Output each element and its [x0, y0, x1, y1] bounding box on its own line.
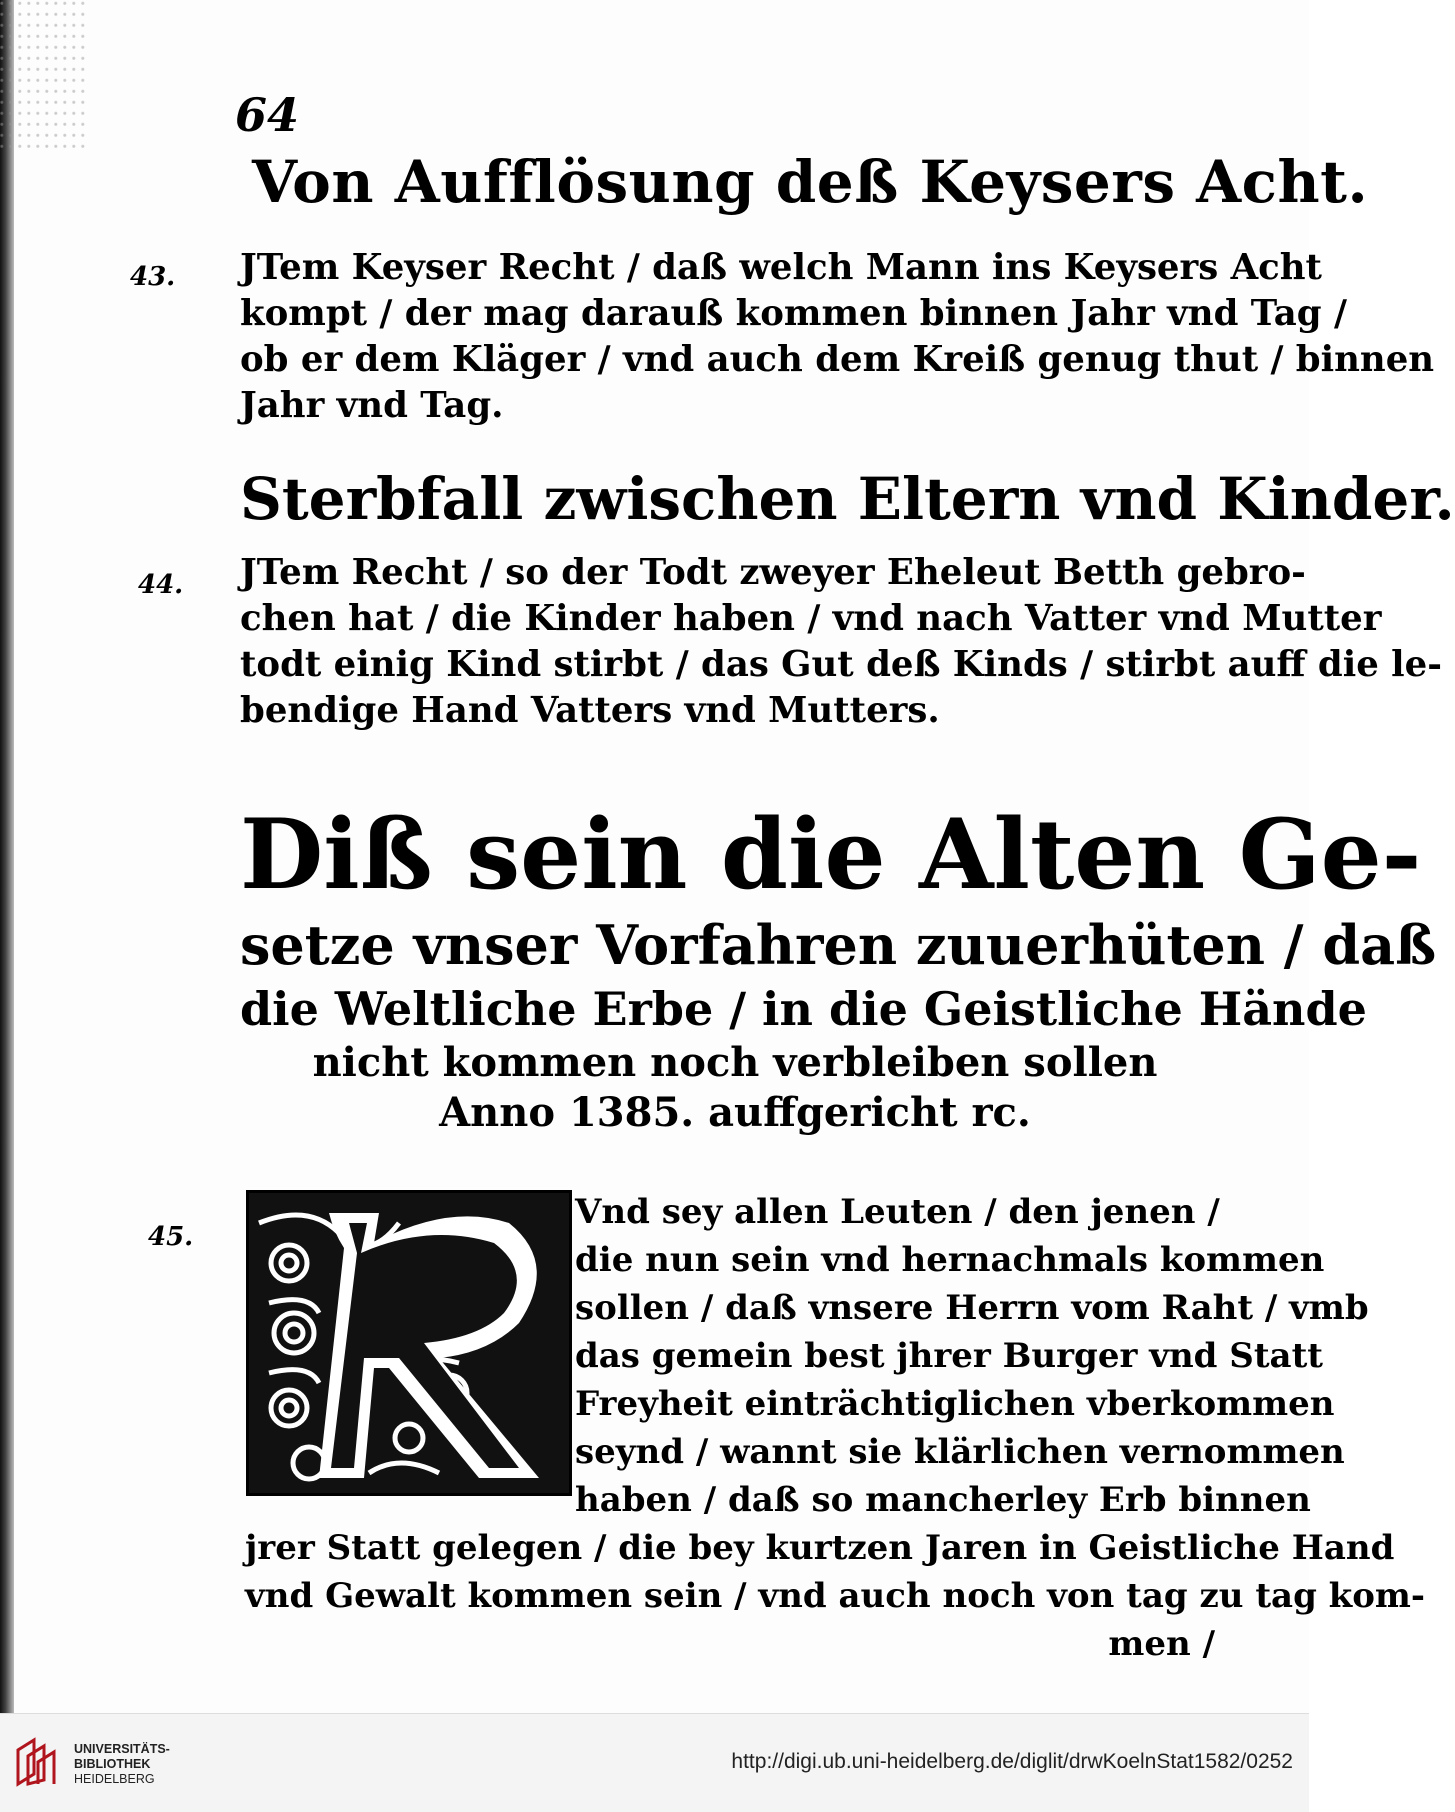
text-line: die nun sein vnd hernachmals kommen [575, 1240, 1325, 1280]
ornamental-initial-r [246, 1190, 572, 1496]
text-line: ob er dem Kläger / vnd auch dem Kreiß genug thut / binnen [240, 339, 1435, 380]
big-title-line-1: Diß sein die Alten Ge- [240, 798, 1422, 911]
footer-bar [0, 1713, 1309, 1812]
permalink-url[interactable]: http://digi.ub.uni-heidelberg.de/diglit/drwKoelnStat1582/0252 [731, 1750, 1293, 1773]
text-line: vnd Gewalt kommen sein / vnd auch noch von tag zu tag kom- [245, 1576, 1426, 1616]
text-line: seynd / wannt sie klärlichen vernommen [575, 1432, 1345, 1472]
text-line: todt einig Kind stirbt / das Gut deß Kinds / stirbt auff die le- [240, 644, 1442, 685]
section-number-44: 44. [138, 570, 184, 600]
big-title-line-4: nicht kommen noch verbleiben sollen [312, 1039, 1158, 1086]
book-gutter-shadow [0, 0, 14, 1713]
big-title-block [240, 798, 1437, 1138]
text-line: JTem Recht / so der Todt zweyer Eheleut Betth gebro- [240, 552, 1306, 593]
big-title-line-5: Anno 1385. auffgericht rc. [439, 1089, 1031, 1136]
page-number: 64 [235, 88, 300, 142]
text-line: JTem Keyser Recht / daß welch Mann ins Keysers Acht [240, 247, 1322, 288]
big-title-line-3: die Weltliche Erbe / in die Geistliche Hände [240, 982, 1367, 1036]
text-line: jrer Statt gelegen / die bey kurtzen Jaren in Geistliche Hand [245, 1528, 1395, 1568]
library-name-line-1: UNIVERSITÄTS- [74, 1742, 170, 1756]
section-number-45: 45. [148, 1222, 194, 1252]
text-line: kompt / der mag darauß kommen binnen Jahr vnd Tag / [240, 293, 1347, 334]
text-line: chen hat / die Kinder haben / vnd nach Vatter vnd Mutter [240, 598, 1382, 639]
paragraph-45-full-width [245, 1524, 1426, 1668]
text-line: Jahr vnd Tag. [240, 385, 504, 426]
text-line: sollen / daß vnsere Herrn vom Raht / vmb [575, 1288, 1369, 1328]
paragraph-45-beside-initial [575, 1188, 1369, 1524]
library-name [74, 1742, 170, 1787]
heading-aufflosung: Von Aufflösung deß Keysers Acht. [252, 148, 1369, 216]
paper-speckle [0, 0, 90, 150]
big-title-line-2: setze vnser Vorfahren zuuerhüten / daß [240, 913, 1437, 977]
text-line: bendige Hand Vatters vnd Mutters. [240, 690, 940, 731]
paragraph-43 [240, 245, 1435, 429]
section-number-43: 43. [130, 262, 176, 292]
library-name-line-3: HEIDELBERG [74, 1772, 155, 1786]
heading-sterbfall: Sterbfall zwischen Eltern vnd Kinder. [240, 465, 1455, 533]
paragraph-44 [240, 550, 1442, 734]
text-line: Freyheit einträchtiglichen vberkommen [575, 1384, 1335, 1424]
library-name-line-2: BIBLIOTHEK [74, 1757, 151, 1771]
university-library-logo-icon [14, 1736, 64, 1788]
text-line: Vnd sey allen Leuten / den jenen / [575, 1192, 1220, 1232]
text-line: das gemein best jhrer Burger vnd Statt [575, 1336, 1323, 1376]
text-line: men / [1108, 1624, 1215, 1664]
text-line: haben / daß so mancherley Erb binnen [575, 1480, 1311, 1520]
